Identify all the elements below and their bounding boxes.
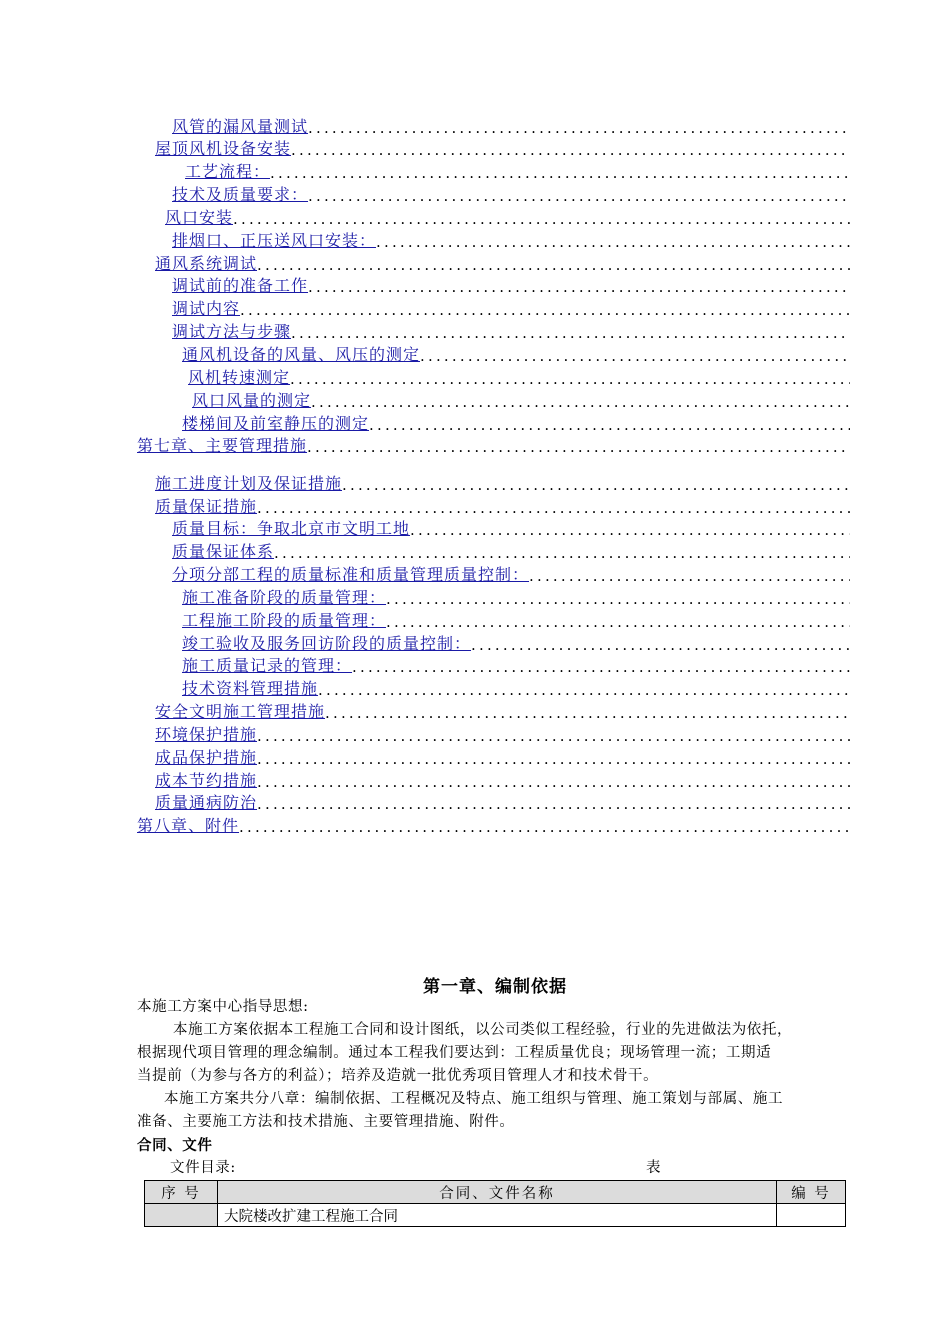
guideline-heading: 本施工方案中心指导思想: [137,999,309,1015]
toc-entry[interactable] [182,609,850,631]
toc-link[interactable]: 调试内容 [172,299,241,318]
toc-link[interactable]: 楼梯间及前室静压的测定 [182,414,370,433]
toc-leader-dots [471,636,850,654]
paragraph-line: 根据现代项目管理的理念编制。通过本工程我们要达到：工程质量优良；现场管理一流；工期适 [137,1045,772,1061]
toc-link[interactable]: 工艺流程： [185,162,271,181]
column-header-index: 序 号 [145,1181,218,1204]
toc-link[interactable]: 风口风量的测定 [192,391,312,410]
toc-entry[interactable] [188,366,850,388]
toc-entry[interactable] [155,472,850,494]
toc-entry[interactable] [182,586,850,608]
toc-leader-dots [290,370,850,388]
toc-entry[interactable] [172,229,850,251]
toc-link[interactable]: 排烟口、正压送风口安装： [172,231,377,250]
toc-link[interactable]: 质量通病防治 [155,793,258,812]
toc-link[interactable]: 质量保证体系 [172,542,275,561]
toc-entry[interactable] [172,320,850,342]
toc-entry[interactable] [155,791,850,813]
toc-leader-dots [274,544,850,562]
toc-link[interactable]: 风口安装 [165,208,234,227]
toc-entry[interactable] [172,517,850,539]
toc-entry[interactable] [155,723,850,745]
toc-leader-dots [420,347,850,365]
paragraph-line: 本施工方案共分八章：编制依据、工程概况及特点、施工组织与管理、施工策划与部属、施工 [164,1091,784,1107]
table-cell-number [777,1204,846,1227]
toc-leader-dots [291,141,850,159]
toc-link[interactable]: 技术资料管理措施 [182,679,319,698]
toc-link[interactable]: 施工质量记录的管理： [182,656,353,675]
file-list-label: 文件目录: [170,1160,236,1176]
toc-link[interactable]: 安全文明施工管理措施 [155,702,326,721]
toc-link[interactable]: 风机转速测定 [188,368,291,387]
toc-link[interactable]: 工程施工阶段的质量管理： [182,611,387,630]
paragraph-structure [137,1088,867,1134]
toc-entry[interactable] [155,495,850,517]
toc-leader-dots [308,187,850,205]
toc-entry[interactable] [192,389,850,411]
toc-leader-dots [342,476,850,494]
toc-entry[interactable] [172,540,850,562]
toc-leader-dots [257,727,850,745]
toc-leader-dots [257,795,850,813]
toc-link[interactable]: 调试方法与步骤 [172,322,292,341]
toc-entry[interactable] [155,746,850,768]
toc-entry[interactable] [172,297,850,319]
toc-link[interactable]: 成品保护措施 [155,748,258,767]
table-row [145,1204,846,1227]
toc-leader-dots [386,590,850,608]
toc-leader-dots [240,301,850,319]
toc-leader-dots [291,324,850,342]
table-cell-name: 大院楼改扩建工程施工合同 [218,1204,777,1227]
file-table [144,1180,846,1227]
paragraph-guideline [137,1019,867,1088]
toc-link[interactable]: 质量保证措施 [155,497,258,516]
toc-leader-dots [386,613,850,631]
section-heading: 合同、文件 [137,1137,213,1154]
toc-entry[interactable] [182,632,850,654]
toc-entry[interactable] [137,814,850,836]
toc-entry[interactable] [155,700,850,722]
toc-link[interactable]: 成本节约措施 [155,771,258,790]
toc-leader-dots [311,393,850,411]
toc-link[interactable]: 屋顶风机设备安装 [155,139,292,158]
toc-leader-dots [307,438,850,456]
toc-entry[interactable] [155,137,850,159]
toc-entry[interactable] [182,412,850,434]
toc-link[interactable]: 施工准备阶段的质量管理： [182,588,387,607]
toc-leader-dots [270,164,850,182]
toc-link[interactable]: 施工进度计划及保证措施 [155,474,343,493]
toc-entry[interactable] [172,183,850,205]
toc-leader-dots [376,233,850,251]
toc-leader-dots [308,119,850,137]
toc-leader-dots [257,773,850,791]
toc-entry[interactable] [172,274,850,296]
toc-leader-dots [369,416,850,434]
toc-entry[interactable] [182,343,850,365]
toc-link[interactable]: 风管的漏风量测试 [172,117,309,136]
toc-entry[interactable] [155,769,850,791]
paragraph-line: 准备、主要施工方法和技术措施、主要管理措施、附件。 [137,1114,515,1130]
toc-link[interactable]: 调试前的准备工作 [172,276,309,295]
toc-entry[interactable] [185,160,850,182]
toc-link[interactable]: 质量目标：争取北京市文明工地 [172,519,411,538]
toc-leader-dots [318,681,850,699]
toc-entry[interactable] [182,677,850,699]
toc-entry[interactable] [155,252,850,274]
toc-leader-dots [239,818,850,836]
toc-entry[interactable] [137,434,850,456]
toc-leader-dots [257,499,850,517]
toc-link[interactable]: 通风机设备的风量、风压的测定 [182,345,421,364]
toc-link[interactable]: 第八章、附件 [137,816,240,835]
table-label: 表 [646,1160,662,1176]
toc-entry[interactable] [182,654,850,676]
toc-entry[interactable] [172,115,850,137]
toc-link[interactable]: 分项分部工程的质量标准和质量管理质量控制： [172,565,530,584]
toc-leader-dots [529,567,850,585]
toc-leader-dots [257,256,850,274]
toc-link[interactable]: 通风系统调试 [155,254,258,273]
toc-link[interactable]: 环境保护措施 [155,725,258,744]
table-header-row [145,1181,846,1204]
toc-link[interactable]: 竣工验收及服务回访阶段的质量控制： [182,634,472,653]
toc-leader-dots [308,278,850,296]
toc-leader-dots [410,521,850,539]
toc-leader-dots [325,704,850,722]
toc-link[interactable]: 技术及质量要求： [172,185,309,204]
column-header-number: 编 号 [777,1181,846,1204]
toc-entry[interactable] [172,563,850,585]
table-cell-index [145,1204,218,1227]
toc-leader-dots [257,750,850,768]
toc-leader-dots [352,658,850,676]
toc-link[interactable]: 第七章、主要管理措施 [137,436,308,455]
paragraph-line: 本施工方案依据本工程施工合同和设计图纸，以公司类似工程经验，行业的先进做法为依托， [173,1022,793,1038]
column-header-name: 合同、文件名称 [218,1181,777,1204]
chapter-title: 第一章、编制依据 [423,977,567,997]
toc-leader-dots [233,210,850,228]
paragraph-line: 当提前（为参与各方的利益）；培养及造就一批优秀项目管理人才和技术骨干。 [137,1068,659,1084]
toc-entry[interactable] [165,206,850,228]
